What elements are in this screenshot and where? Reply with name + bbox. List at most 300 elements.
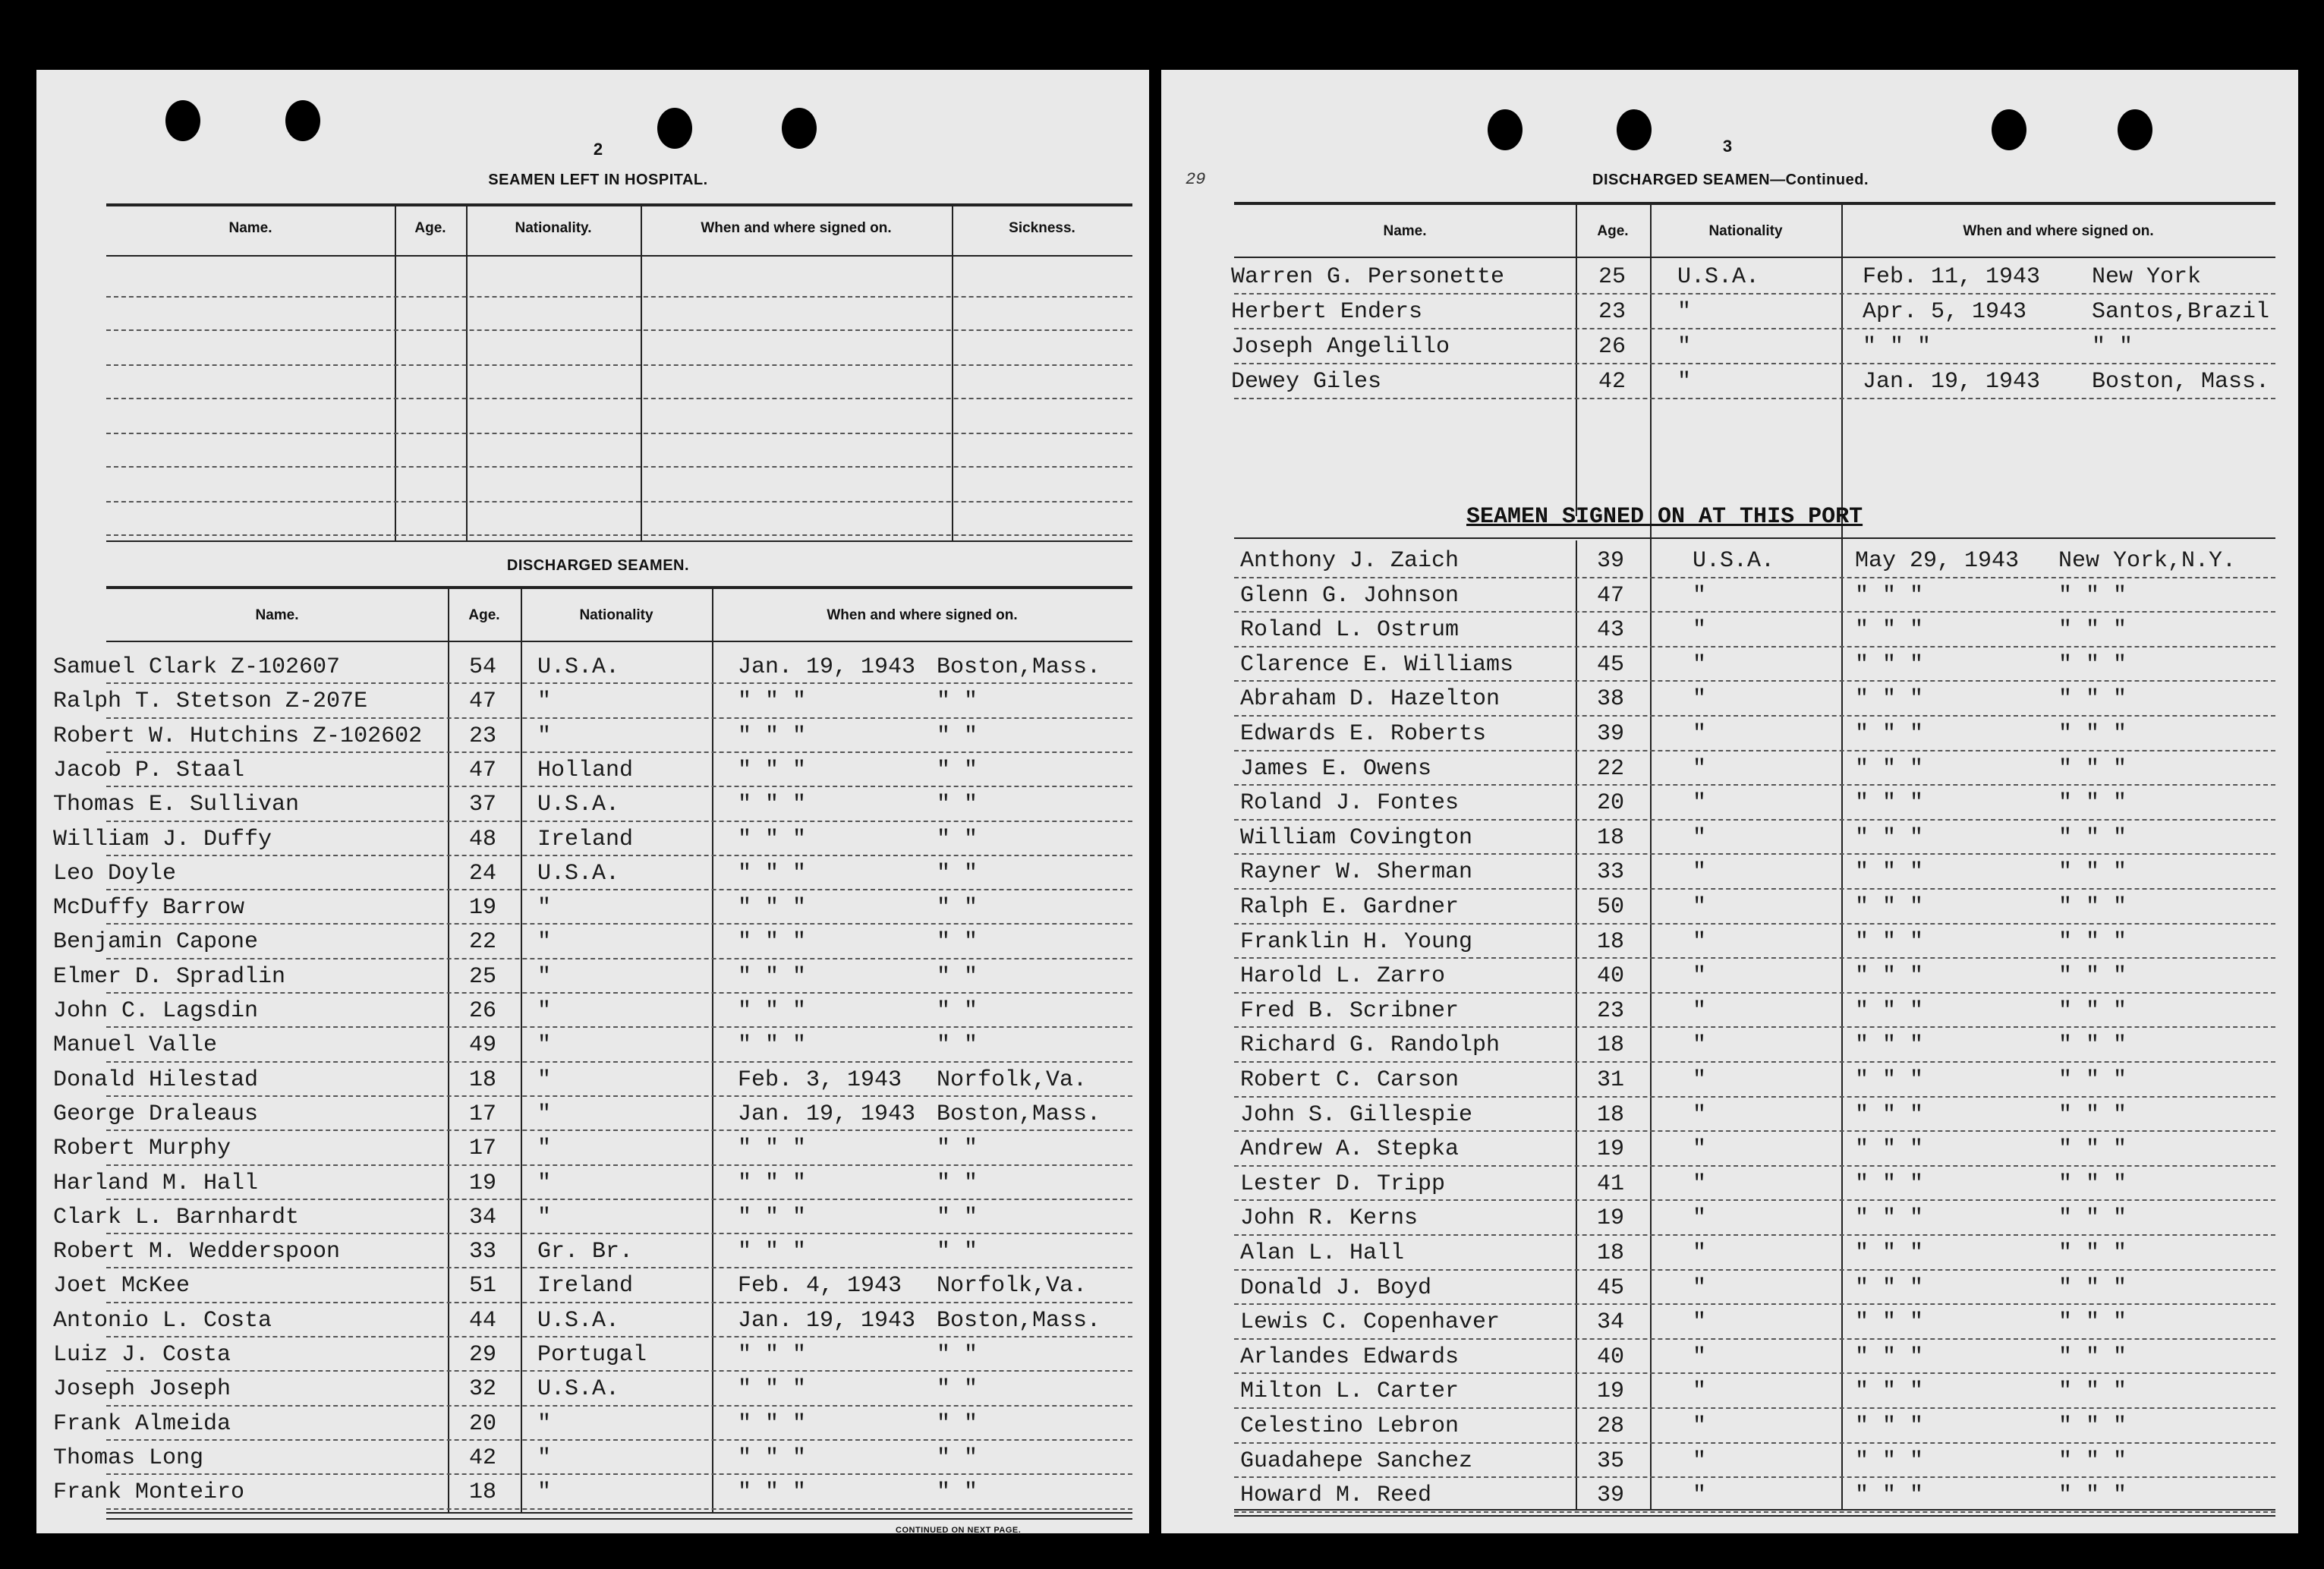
- signed-on-date: " " ": [1855, 1136, 1924, 1163]
- seaman-age: 18: [469, 1066, 497, 1093]
- table-row: [1161, 1410, 2298, 1442]
- discharged-continued-title: DISCHARGED SEAMEN—Continued.: [1592, 172, 1869, 188]
- signed-on-date: " " ": [1855, 928, 1924, 955]
- seaman-age: 22: [469, 929, 497, 956]
- table-row: [36, 1098, 1149, 1130]
- seaman-age: 48: [469, 826, 497, 852]
- signed-on-place: " " ": [2058, 1309, 2127, 1336]
- seaman-name: Rayner W. Sherman: [1240, 859, 1473, 886]
- binder-hole: [1992, 109, 2026, 150]
- seaman-age: 54: [469, 654, 497, 680]
- table-divider: [395, 206, 396, 540]
- signed-on-date: " " ": [1855, 1274, 1924, 1301]
- col-header-age: Age.: [468, 607, 500, 623]
- seaman-name: Harold L. Zarro: [1240, 963, 1446, 990]
- seaman-age: 23: [469, 723, 497, 749]
- table-rule: [106, 1518, 1132, 1520]
- seaman-nationality: ": [1693, 1274, 1707, 1301]
- signed-on-date: " " ": [1863, 334, 1932, 360]
- signed-on-date: " " ": [1855, 1344, 1924, 1370]
- seaman-age: 32: [469, 1376, 497, 1403]
- signed-on-place: Boston,Mass.: [937, 1307, 1101, 1334]
- col-header-name: Name.: [255, 607, 299, 623]
- seaman-nationality: ": [1693, 997, 1707, 1024]
- table-row: [1161, 1029, 2298, 1061]
- table-divider: [641, 206, 642, 540]
- table-rule: [106, 586, 1132, 589]
- seaman-name: Milton L. Carter: [1240, 1378, 1460, 1405]
- seaman-name: Guadahepe Sanchez: [1240, 1448, 1473, 1474]
- signed-on-place: " ": [937, 826, 978, 852]
- seaman-age: 47: [1597, 582, 1625, 609]
- seaman-name: William J. Duffy: [53, 826, 272, 852]
- table-row: [36, 1408, 1149, 1440]
- seaman-nationality: U.S.A.: [537, 1376, 620, 1403]
- signed-on-date: Jan. 19, 1943: [1863, 369, 2041, 395]
- signed-on-date: " " ": [1855, 1240, 1924, 1266]
- col-header-nationality: Nationality.: [515, 220, 592, 236]
- seaman-nationality: ": [1693, 790, 1707, 817]
- table-row: [1161, 649, 2298, 681]
- binder-hole: [165, 100, 200, 141]
- signed-on-place: " " ": [2058, 1101, 2127, 1128]
- signed-on-place: Norfolk,Va.: [937, 1066, 1088, 1093]
- seaman-age: 43: [1597, 617, 1625, 644]
- seaman-age: 22: [1597, 755, 1625, 782]
- seaman-nationality: ": [1693, 859, 1707, 886]
- seaman-name: George Draleaus: [53, 1101, 259, 1127]
- signed-on-date: " " ": [738, 723, 807, 749]
- seaman-nationality: ": [537, 1136, 552, 1162]
- seaman-nationality: ": [1693, 1136, 1707, 1163]
- signed-on-date: Feb. 11, 1943: [1863, 264, 2041, 290]
- seaman-nationality: ": [1693, 617, 1707, 644]
- signed-on-place: " ": [937, 963, 978, 990]
- signed-on-place: " " ": [2058, 894, 2127, 920]
- seaman-name: Anthony J. Zaich: [1240, 548, 1460, 574]
- seaman-name: Herbert Enders: [1231, 299, 1423, 325]
- signed-on-date: " " ": [738, 826, 807, 852]
- signed-on-place: " ": [937, 1032, 978, 1059]
- table-row: [36, 755, 1149, 786]
- signed-on-date: " " ": [1855, 1413, 1924, 1439]
- signed-on-date: " " ": [1855, 1309, 1924, 1336]
- signed-on-place: Boston,Mass.: [937, 654, 1101, 680]
- seaman-nationality: U.S.A.: [537, 860, 620, 887]
- signed-on-place: " " ": [2058, 1413, 2127, 1439]
- table-divider: [952, 206, 953, 540]
- seaman-age: 45: [1597, 651, 1625, 678]
- signed-on-date: " " ": [738, 1445, 807, 1471]
- signed-on-place: " ": [937, 688, 978, 715]
- seaman-name: Dewey Giles: [1231, 369, 1382, 395]
- signed-on-date: " " ": [738, 1032, 807, 1059]
- seaman-age: 25: [1598, 264, 1626, 290]
- seaman-nationality: ": [1693, 1344, 1707, 1370]
- signed-on-date: " " ": [738, 1239, 807, 1265]
- page-number: 3: [1722, 137, 1733, 156]
- blank-entry-line: [106, 501, 1132, 503]
- table-row: [36, 1064, 1149, 1096]
- table-row: [1161, 1375, 2298, 1407]
- blank-entry-line: [106, 296, 1132, 298]
- signed-on-date: " " ": [1855, 1378, 1924, 1405]
- signed-on-date: " " ": [738, 860, 807, 887]
- signed-on-place: " " ": [2058, 1482, 2127, 1509]
- seaman-nationality: ": [1693, 1067, 1707, 1093]
- blank-entry-line: [106, 433, 1132, 434]
- table-row: [36, 824, 1149, 855]
- seaman-age: 25: [469, 963, 497, 990]
- seaman-nationality: ": [1693, 1448, 1707, 1474]
- seaman-age: 39: [1597, 1482, 1625, 1509]
- signed-on-place: " ": [937, 757, 978, 783]
- seaman-name: Arlandes Edwards: [1240, 1344, 1460, 1370]
- seaman-name: John C. Lagsdin: [53, 998, 259, 1024]
- seaman-nationality: ": [1677, 369, 1692, 395]
- seaman-nationality: U.S.A.: [1693, 548, 1775, 574]
- table-row: [36, 1270, 1149, 1302]
- table-row: [1161, 960, 2298, 992]
- seaman-name: William Covington: [1240, 824, 1473, 851]
- signed-on-date: " " ": [738, 1479, 807, 1506]
- signed-on-date: Jan. 19, 1943: [738, 1101, 916, 1127]
- seaman-nationality: U.S.A.: [537, 1307, 620, 1334]
- seaman-age: 20: [469, 1410, 497, 1437]
- seaman-age: 19: [1597, 1136, 1625, 1163]
- seaman-age: 40: [1597, 1344, 1625, 1370]
- table-row: [36, 858, 1149, 890]
- signed-on-date: " " ": [1855, 1205, 1924, 1232]
- seaman-name: Luiz J. Costa: [53, 1342, 231, 1368]
- signed-on-place: " " ": [2058, 755, 2127, 782]
- continued-footer: CONTINUED ON NEXT PAGE.: [896, 1526, 1022, 1533]
- signed-on-place: " " ": [2058, 790, 2127, 817]
- seaman-name: Warren G. Personette: [1231, 264, 1505, 290]
- blank-entry-line: [106, 398, 1132, 399]
- signed-on-place: " ": [937, 1410, 978, 1437]
- table-row: [1161, 296, 2298, 328]
- binder-hole: [2118, 109, 2152, 150]
- signed-on-date: " " ": [738, 757, 807, 783]
- seaman-nationality: U.S.A.: [537, 792, 620, 818]
- seaman-nationality: ": [537, 1170, 552, 1196]
- seaman-nationality: Portugal: [537, 1342, 647, 1368]
- seaman-age: 39: [1597, 721, 1625, 747]
- seaman-age: 29: [469, 1342, 497, 1368]
- table-row: [1161, 614, 2298, 646]
- seaman-name: Lewis C. Copenhaver: [1240, 1309, 1501, 1336]
- seaman-age: 34: [469, 1204, 497, 1230]
- table-row: [1161, 1168, 2298, 1200]
- seaman-nationality: ": [1693, 582, 1707, 609]
- seaman-nationality: ": [537, 723, 552, 749]
- seaman-name: Franklin H. Young: [1240, 928, 1473, 955]
- signed-on-date: " " ": [738, 792, 807, 818]
- signed-on-date: " " ": [738, 1170, 807, 1196]
- seaman-nationality: ": [1677, 299, 1692, 325]
- seaman-name: Howard M. Reed: [1240, 1482, 1432, 1509]
- seaman-nationality: ": [537, 895, 552, 922]
- table-row: [1161, 683, 2298, 715]
- signed-on-place: " " ": [2058, 1205, 2127, 1232]
- signed-on-place: " " ": [2058, 721, 2127, 747]
- signed-on-date: Jan. 19, 1943: [738, 654, 916, 680]
- table-row: [36, 1305, 1149, 1337]
- table-rule: [106, 255, 1132, 257]
- seaman-age: 41: [1597, 1170, 1625, 1197]
- seaman-name: Antonio L. Costa: [53, 1307, 272, 1334]
- seaman-name: Ralph T. Stetson Z-207E: [53, 688, 368, 715]
- seaman-nationality: ": [1693, 755, 1707, 782]
- seaman-age: 44: [469, 1307, 497, 1334]
- seaman-age: 38: [1597, 686, 1625, 713]
- signed-on-place: " " ": [2058, 617, 2127, 644]
- signed-on-place: " " ": [2058, 651, 2127, 678]
- table-row: [36, 1029, 1149, 1061]
- binder-hole: [657, 108, 692, 149]
- table-row: [1161, 1341, 2298, 1373]
- table-row: [1161, 1064, 2298, 1096]
- signed-on-place: " " ": [2058, 1378, 2127, 1405]
- table-row: [1161, 891, 2298, 923]
- table-rule: [106, 641, 1132, 642]
- margin-annotation: 29: [1186, 170, 1206, 189]
- seaman-nationality: ": [1693, 963, 1707, 990]
- signed-on-place: " ": [937, 792, 978, 818]
- seaman-name: Ralph E. Gardner: [1240, 894, 1460, 920]
- seaman-age: 28: [1597, 1413, 1625, 1439]
- table-row: [1161, 926, 2298, 958]
- signed-on-place: " " ": [2058, 963, 2127, 990]
- seaman-age: 19: [469, 1170, 497, 1196]
- signed-on-place: " ": [937, 895, 978, 922]
- left-page: [36, 70, 1149, 1533]
- signed-on-date: " " ": [1855, 1170, 1924, 1197]
- seaman-nationality: ": [1693, 686, 1707, 713]
- col-header-signed-on: When and where signed on.: [827, 607, 1018, 623]
- seaman-age: 47: [469, 688, 497, 715]
- page-number: 2: [593, 140, 603, 159]
- seaman-name: Celestino Lebron: [1240, 1413, 1460, 1439]
- seaman-name: Joseph Joseph: [53, 1376, 231, 1403]
- table-row: [36, 1202, 1149, 1233]
- seaman-nationality: U.S.A.: [1677, 264, 1760, 290]
- seaman-name: James E. Owens: [1240, 755, 1432, 782]
- signed-on-place: " ": [2092, 334, 2133, 360]
- hospital-section-title: SEAMEN LEFT IN HOSPITAL.: [488, 172, 708, 188]
- seaman-age: 26: [469, 998, 497, 1024]
- table-rule: [106, 203, 1132, 206]
- table-row: [36, 1442, 1149, 1474]
- seaman-name: Robert Murphy: [53, 1136, 231, 1162]
- signed-on-date: " " ": [1855, 859, 1924, 886]
- seaman-nationality: ": [1693, 824, 1707, 851]
- row-rule: [1234, 398, 2275, 399]
- binder-hole: [782, 108, 817, 149]
- col-header-nationality: Nationality: [1708, 223, 1783, 239]
- signed-on-date: Feb. 4, 1943: [738, 1273, 902, 1300]
- seaman-name: Robert C. Carson: [1240, 1067, 1460, 1093]
- seaman-name: Donald Hilestad: [53, 1066, 259, 1093]
- blank-entry-line: [106, 534, 1132, 536]
- seaman-age: 37: [469, 792, 497, 818]
- table-rule: [1234, 1515, 2275, 1517]
- seaman-age: 19: [1597, 1378, 1625, 1405]
- signed-on-place: " " ": [2058, 1067, 2127, 1093]
- binder-hole: [285, 100, 320, 141]
- seaman-age: 23: [1598, 299, 1626, 325]
- seaman-age: 17: [469, 1136, 497, 1162]
- signed-on-place: New York,N.Y.: [2058, 548, 2237, 574]
- signed-on-date: " " ": [738, 1204, 807, 1230]
- table-row: [36, 685, 1149, 717]
- signed-on-place: " ": [937, 1445, 978, 1471]
- seaman-nationality: ": [1693, 928, 1707, 955]
- table-row: [36, 720, 1149, 752]
- table-row: [1161, 1272, 2298, 1304]
- table-row: [1161, 1133, 2298, 1165]
- signed-on-place: Santos,Brazil: [2092, 299, 2270, 325]
- seaman-name: Benjamin Capone: [53, 929, 259, 956]
- seaman-age: 47: [469, 757, 497, 783]
- blank-entry-line: [106, 364, 1132, 366]
- seaman-name: Richard G. Randolph: [1240, 1032, 1501, 1059]
- seaman-nationality: ": [1677, 334, 1692, 360]
- signed-on-place: " " ": [2058, 1274, 2127, 1301]
- signed-on-place: " " ": [2058, 1170, 2127, 1197]
- seaman-nationality: ": [537, 688, 552, 715]
- seaman-name: Frank Almeida: [53, 1410, 231, 1437]
- signed-on-place: " ": [937, 860, 978, 887]
- table-row: [36, 995, 1149, 1027]
- seaman-nationality: Holland: [537, 757, 634, 783]
- seaman-age: 51: [469, 1273, 497, 1300]
- seaman-age: 49: [469, 1032, 497, 1059]
- seaman-name: Alan L. Hall: [1240, 1240, 1405, 1266]
- table-row: [36, 892, 1149, 924]
- seaman-age: 19: [1597, 1205, 1625, 1232]
- seaman-age: 39: [1597, 548, 1625, 574]
- seaman-age: 18: [1597, 1032, 1625, 1059]
- seaman-age: 18: [1597, 1101, 1625, 1128]
- seaman-age: 33: [469, 1239, 497, 1265]
- seaman-name: Fred B. Scribner: [1240, 997, 1460, 1024]
- seaman-name: Thomas Long: [53, 1445, 204, 1471]
- binder-hole: [1617, 109, 1652, 150]
- col-header-name: Name.: [228, 220, 272, 236]
- seaman-name: Roland J. Fontes: [1240, 790, 1460, 817]
- seaman-nationality: ": [1693, 721, 1707, 747]
- signed-on-place: " ": [937, 1239, 978, 1265]
- seaman-nationality: Ireland: [537, 1273, 634, 1300]
- signed-on-place: " " ": [2058, 997, 2127, 1024]
- table-row: [36, 651, 1149, 683]
- seaman-age: 18: [1597, 824, 1625, 851]
- blank-entry-line: [106, 466, 1132, 468]
- signed-on-date: " " ": [738, 895, 807, 922]
- seaman-age: 18: [1597, 928, 1625, 955]
- seaman-name: Thomas E. Sullivan: [53, 792, 300, 818]
- seaman-age: 23: [1597, 997, 1625, 1024]
- signed-on-date: " " ": [738, 1342, 807, 1368]
- signed-on-place: " ": [937, 1170, 978, 1196]
- seaman-nationality: ": [1693, 1170, 1707, 1197]
- seaman-name: Robert M. Wedderspoon: [53, 1239, 341, 1265]
- table-row: [1161, 822, 2298, 854]
- signed-on-date: " " ": [1855, 824, 1924, 851]
- row-rule: [1234, 328, 2275, 329]
- signed-on-date: " " ": [1855, 1032, 1924, 1059]
- seaman-name: Roland L. Ostrum: [1240, 617, 1460, 644]
- signed-on-date: " " ": [1855, 997, 1924, 1024]
- seaman-name: McDuffy Barrow: [53, 895, 245, 922]
- signed-on-place: " ": [937, 723, 978, 749]
- table-rule: [1234, 202, 2275, 205]
- binder-hole: [1488, 109, 1523, 150]
- table-row: [1161, 580, 2298, 612]
- signed-on-date: " " ": [738, 1136, 807, 1162]
- table-row: [36, 1339, 1149, 1371]
- signed-on-place: " " ": [2058, 824, 2127, 851]
- seaman-name: Frank Monteiro: [53, 1479, 245, 1506]
- seaman-age: 31: [1597, 1067, 1625, 1093]
- signed-on-date: " " ": [1855, 1482, 1924, 1509]
- seaman-nationality: ": [537, 1066, 552, 1093]
- blank-entry-line: [106, 329, 1132, 331]
- seaman-nationality: ": [1693, 1205, 1707, 1232]
- table-row: [1161, 1306, 2298, 1338]
- signed-on-place: Boston,Mass.: [937, 1101, 1101, 1127]
- seaman-nationality: ": [537, 1204, 552, 1230]
- seaman-age: 19: [469, 895, 497, 922]
- table-row: [36, 961, 1149, 993]
- signed-on-date: " " ": [738, 1410, 807, 1437]
- seaman-nationality: ": [1693, 651, 1707, 678]
- seaman-nationality: ": [537, 1479, 552, 1506]
- table-row: [1161, 331, 2298, 363]
- table-row: [36, 1133, 1149, 1164]
- seaman-name: Lester D. Tripp: [1240, 1170, 1446, 1197]
- table-row: [1161, 1445, 2298, 1477]
- seaman-name: Elmer D. Spradlin: [53, 963, 286, 990]
- table-row: [1161, 545, 2298, 577]
- seaman-name: Andrew A. Stepka: [1240, 1136, 1460, 1163]
- signed-on-place: " " ": [2058, 686, 2127, 713]
- seaman-nationality: ": [1693, 1032, 1707, 1059]
- seaman-name: Donald J. Boyd: [1240, 1274, 1432, 1301]
- signed-on-date: " " ": [738, 929, 807, 956]
- seaman-name: Joet McKee: [53, 1273, 191, 1300]
- seaman-age: 35: [1597, 1448, 1625, 1474]
- signed-on-place: " ": [937, 1136, 978, 1162]
- signed-on-section-title: SEAMEN SIGNED ON AT THIS PORT: [1466, 504, 1863, 530]
- seaman-name: Joseph Angelillo: [1231, 334, 1450, 360]
- seaman-age: 24: [469, 860, 497, 887]
- table-row: [1161, 1479, 2298, 1511]
- signed-on-date: " " ": [738, 963, 807, 990]
- row-rule: [1234, 293, 2275, 295]
- col-header-signed-on: When and where signed on.: [701, 220, 892, 236]
- table-row: [36, 1167, 1149, 1199]
- seaman-nationality: ": [1693, 1482, 1707, 1509]
- seaman-nationality: ": [537, 1410, 552, 1437]
- seaman-nationality: ": [1693, 1378, 1707, 1405]
- seaman-age: 18: [1597, 1240, 1625, 1266]
- table-row: [1161, 718, 2298, 750]
- table-rule: [1234, 1509, 2275, 1511]
- table-row: [1161, 787, 2298, 819]
